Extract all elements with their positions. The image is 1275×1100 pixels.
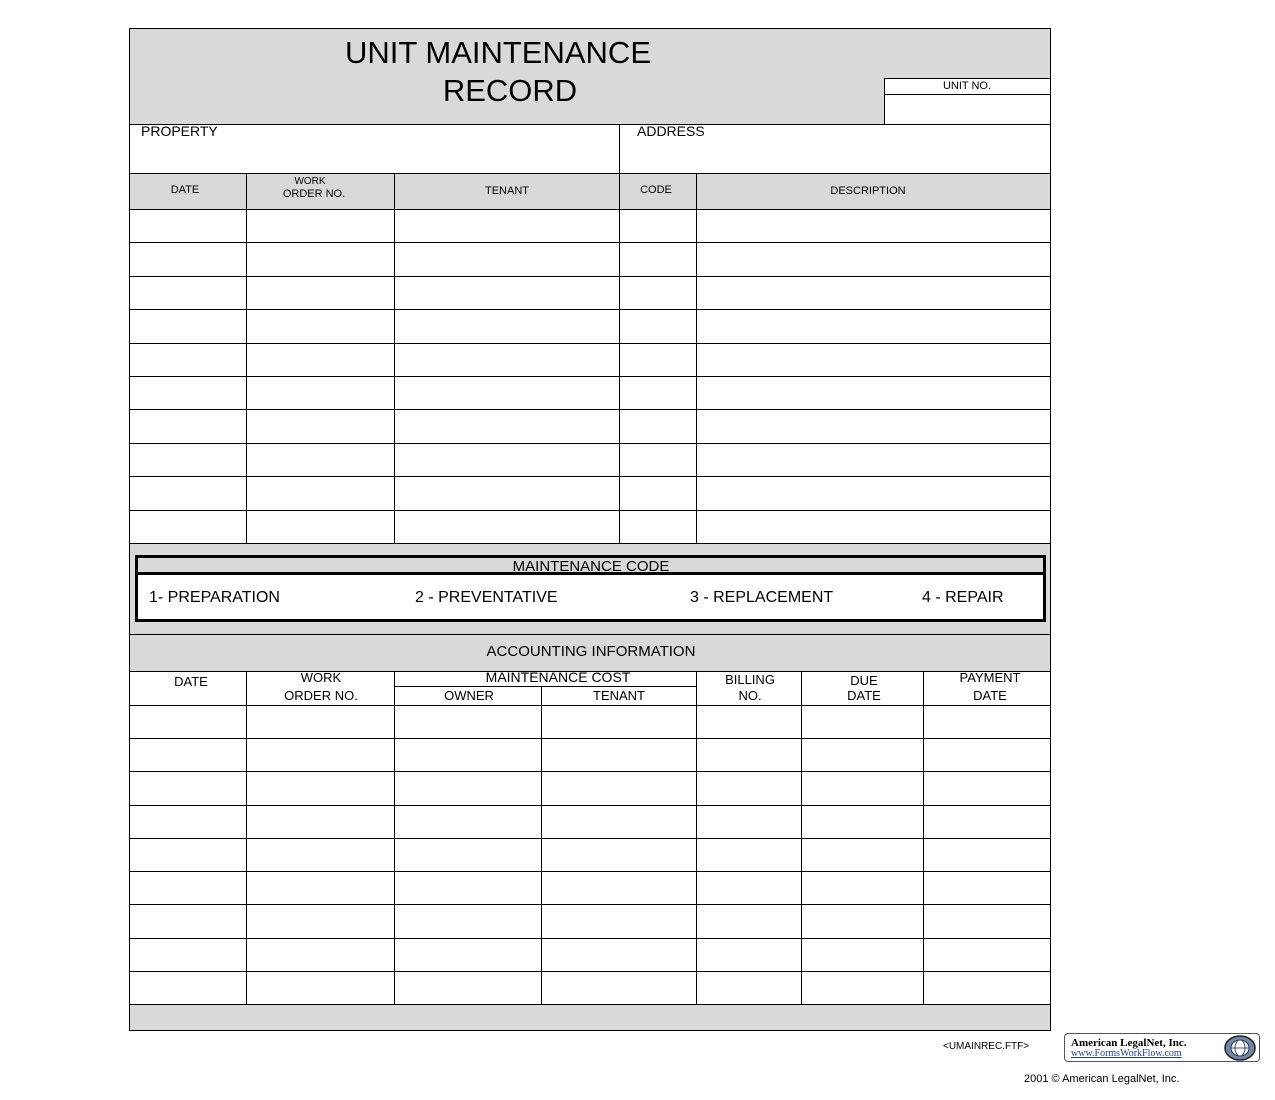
- record-cell[interactable]: [396, 478, 617, 507]
- accounting-cell[interactable]: [248, 807, 392, 836]
- accounting-cell[interactable]: [131, 873, 244, 902]
- record-cell[interactable]: [131, 278, 244, 307]
- record-row-line: [129, 242, 1051, 243]
- accounting-cell[interactable]: [925, 773, 1049, 802]
- maintenance-code-4: 4 - REPAIR: [922, 589, 1004, 606]
- records-header-code: CODE: [640, 184, 672, 196]
- maintenance-code-1: 1- PREPARATION: [149, 589, 280, 606]
- title-bottom-line: [129, 124, 1051, 125]
- accounting-cell[interactable]: [131, 940, 244, 969]
- property-field[interactable]: [131, 140, 617, 172]
- accounting-cell[interactable]: [698, 840, 799, 869]
- accounting-bottom-line: [129, 1004, 1051, 1005]
- accounting-cell[interactable]: [543, 707, 694, 736]
- accounting-header-order-no: ORDER NO.: [284, 688, 358, 703]
- record-cell[interactable]: [248, 211, 392, 240]
- record-cell[interactable]: [248, 244, 392, 273]
- records-header-work: WORK: [294, 176, 326, 187]
- unit-no-label-line: [884, 94, 1051, 95]
- record-row-line: [129, 476, 1051, 477]
- accounting-header-payment: PAYMENT: [959, 670, 1021, 685]
- accounting-cell[interactable]: [698, 873, 799, 902]
- property-label: PROPERTY: [141, 123, 218, 139]
- record-cell[interactable]: [621, 478, 694, 507]
- accounting-header-bottom-line: [129, 705, 1051, 706]
- record-cell[interactable]: [621, 345, 694, 374]
- accounting-cell[interactable]: [543, 873, 694, 902]
- accounting-cell[interactable]: [396, 707, 539, 736]
- globe-icon: [1223, 1035, 1257, 1061]
- record-column-line: [619, 174, 620, 543]
- accounting-cell[interactable]: [396, 840, 539, 869]
- record-column-line: [246, 174, 247, 543]
- accounting-cell[interactable]: [131, 707, 244, 736]
- accounting-header-date: DATE: [174, 674, 208, 689]
- accounting-header-due: DUE: [850, 673, 878, 688]
- record-cell[interactable]: [621, 512, 694, 541]
- record-row-line: [129, 443, 1051, 444]
- record-cell[interactable]: [248, 345, 392, 374]
- record-column-line: [394, 174, 395, 543]
- accounting-header-column-line: [923, 671, 924, 705]
- record-cell[interactable]: [396, 512, 617, 541]
- accounting-cell[interactable]: [396, 940, 539, 969]
- record-cell[interactable]: [621, 278, 694, 307]
- records-header-order-no: ORDER NO.: [282, 188, 346, 200]
- record-cell[interactable]: [396, 278, 617, 307]
- accounting-header-column-line: [394, 671, 395, 705]
- accounting-cell[interactable]: [925, 840, 1049, 869]
- accounting-cell[interactable]: [925, 973, 1049, 1002]
- accounting-title-top-line: [129, 634, 1051, 635]
- record-cell[interactable]: [698, 311, 1049, 340]
- accounting-cell[interactable]: [543, 740, 694, 769]
- accounting-header-column-line: [246, 671, 247, 705]
- logo-company-name: American LegalNet, Inc.: [1071, 1037, 1187, 1049]
- accounting-header-due-date: DATE: [847, 688, 881, 703]
- accounting-header-work: WORK: [300, 670, 342, 685]
- record-row-line: [129, 343, 1051, 344]
- form-title-line1: UNIT MAINTENANCE: [344, 35, 652, 70]
- record-cell[interactable]: [131, 445, 244, 474]
- accounting-cell[interactable]: [803, 740, 921, 769]
- accounting-header-payment-date: DATE: [973, 688, 1007, 703]
- record-cell[interactable]: [131, 478, 244, 507]
- accounting-title: ACCOUNTING INFORMATION: [486, 643, 696, 660]
- accounting-column-line: [696, 705, 697, 1004]
- accounting-cell[interactable]: [543, 973, 694, 1002]
- accounting-cell[interactable]: [803, 707, 921, 736]
- records-header-tenant: TENANT: [485, 185, 529, 197]
- accounting-cell[interactable]: [543, 940, 694, 969]
- accounting-cell[interactable]: [248, 840, 392, 869]
- accounting-cell[interactable]: [396, 807, 539, 836]
- record-cell[interactable]: [396, 311, 617, 340]
- record-row-line: [129, 276, 1051, 277]
- record-cell[interactable]: [621, 411, 694, 440]
- accounting-row-line: [129, 938, 1051, 939]
- record-cell[interactable]: [621, 445, 694, 474]
- accounting-cell[interactable]: [925, 740, 1049, 769]
- record-cell[interactable]: [698, 244, 1049, 273]
- accounting-header-billing-no: NO.: [738, 688, 762, 703]
- record-cell[interactable]: [698, 378, 1049, 407]
- record-cell[interactable]: [621, 311, 694, 340]
- accounting-cell[interactable]: [803, 840, 921, 869]
- publisher-logo[interactable]: [1064, 1033, 1260, 1062]
- records-header-bottom-line: [129, 209, 1051, 210]
- accounting-header-column-line: [801, 671, 802, 705]
- accounting-cell[interactable]: [803, 773, 921, 802]
- accounting-cell[interactable]: [803, 973, 921, 1002]
- accounting-column-line: [246, 705, 247, 1004]
- record-cell[interactable]: [396, 378, 617, 407]
- record-cell[interactable]: [131, 411, 244, 440]
- copyright: 2001 © American LegalNet, Inc.: [1024, 1073, 1180, 1085]
- record-cell[interactable]: [131, 311, 244, 340]
- record-cell[interactable]: [698, 411, 1049, 440]
- record-column-line: [696, 174, 697, 543]
- accounting-cell[interactable]: [925, 873, 1049, 902]
- accounting-cell[interactable]: [925, 807, 1049, 836]
- accounting-row-line: [129, 871, 1051, 872]
- accounting-cell[interactable]: [803, 906, 921, 935]
- accounting-cell[interactable]: [131, 807, 244, 836]
- accounting-cell[interactable]: [248, 707, 392, 736]
- record-cell[interactable]: [248, 311, 392, 340]
- accounting-column-line: [923, 705, 924, 1004]
- accounting-row-line: [129, 904, 1051, 905]
- record-cell[interactable]: [396, 211, 617, 240]
- accounting-cell[interactable]: [925, 707, 1049, 736]
- accounting-header-column-line: [696, 671, 697, 705]
- accounting-cell[interactable]: [698, 906, 799, 935]
- record-cell[interactable]: [621, 211, 694, 240]
- accounting-row-line: [129, 805, 1051, 806]
- accounting-cell[interactable]: [248, 973, 392, 1002]
- records-bottom-line: [129, 543, 1051, 544]
- record-row-line: [129, 409, 1051, 410]
- accounting-cell[interactable]: [925, 906, 1049, 935]
- record-cell[interactable]: [131, 211, 244, 240]
- record-cell[interactable]: [698, 278, 1049, 307]
- accounting-header-column-line: [541, 686, 542, 705]
- accounting-cell[interactable]: [396, 873, 539, 902]
- logo-url[interactable]: www.FormsWorkFlow.com: [1071, 1048, 1182, 1059]
- accounting-column-line: [541, 705, 542, 1004]
- accounting-row-line: [129, 738, 1051, 739]
- accounting-cell[interactable]: [396, 906, 539, 935]
- record-cell[interactable]: [698, 512, 1049, 541]
- accounting-cell[interactable]: [248, 906, 392, 935]
- record-cell[interactable]: [396, 244, 617, 273]
- accounting-cell[interactable]: [698, 773, 799, 802]
- accounting-cell[interactable]: [396, 740, 539, 769]
- maintenance-code-3: 3 - REPLACEMENT: [690, 589, 834, 606]
- record-cell[interactable]: [698, 211, 1049, 240]
- address-label: ADDRESS: [637, 123, 705, 139]
- accounting-cell[interactable]: [248, 773, 392, 802]
- accounting-row-line: [129, 771, 1051, 772]
- accounting-column-line: [394, 705, 395, 1004]
- address-field[interactable]: [621, 140, 1049, 172]
- accounting-cell[interactable]: [698, 940, 799, 969]
- accounting-cell[interactable]: [698, 973, 799, 1002]
- accounting-cell[interactable]: [698, 740, 799, 769]
- accounting-cell[interactable]: [803, 940, 921, 969]
- accounting-cell[interactable]: [131, 840, 244, 869]
- record-cell[interactable]: [248, 445, 392, 474]
- record-cell[interactable]: [131, 345, 244, 374]
- record-cell[interactable]: [248, 278, 392, 307]
- maintenance-cost-line: [395, 686, 696, 687]
- record-cell[interactable]: [131, 244, 244, 273]
- accounting-cell[interactable]: [543, 906, 694, 935]
- accounting-cell[interactable]: [698, 807, 799, 836]
- accounting-row-line: [129, 971, 1051, 972]
- record-row-line: [129, 376, 1051, 377]
- maintenance-code-2: 2 - PREVENTATIVE: [415, 589, 558, 606]
- accounting-column-line: [801, 705, 802, 1004]
- record-cell[interactable]: [698, 445, 1049, 474]
- accounting-cell[interactable]: [698, 707, 799, 736]
- accounting-header-billing: BILLING: [725, 672, 775, 687]
- unit-no-field[interactable]: [886, 96, 1049, 123]
- accounting-cell[interactable]: [925, 940, 1049, 969]
- accounting-cell[interactable]: [543, 840, 694, 869]
- record-cell[interactable]: [131, 512, 244, 541]
- accounting-cell[interactable]: [248, 940, 392, 969]
- record-cell[interactable]: [396, 411, 617, 440]
- record-row-line: [129, 510, 1051, 511]
- accounting-cell[interactable]: [131, 740, 244, 769]
- accounting-cell[interactable]: [131, 906, 244, 935]
- accounting-cell[interactable]: [543, 773, 694, 802]
- records-header-description: DESCRIPTION: [830, 185, 906, 197]
- accounting-cell[interactable]: [543, 807, 694, 836]
- unit-no-top-line: [884, 78, 1051, 79]
- accounting-cell[interactable]: [803, 873, 921, 902]
- accounting-row-line: [129, 838, 1051, 839]
- record-cell[interactable]: [698, 478, 1049, 507]
- record-cell[interactable]: [396, 445, 617, 474]
- record-cell[interactable]: [396, 345, 617, 374]
- accounting-cell[interactable]: [248, 740, 392, 769]
- property-bottom-line: [129, 173, 1051, 174]
- form-title-line2: RECORD: [442, 73, 578, 108]
- record-cell[interactable]: [248, 378, 392, 407]
- record-cell[interactable]: [621, 244, 694, 273]
- form-code: <UMAINREC.FTF>: [943, 1041, 1030, 1052]
- records-header-date: DATE: [170, 184, 200, 196]
- unit-no-label: UNIT NO.: [942, 80, 992, 92]
- record-cell[interactable]: [621, 378, 694, 407]
- record-cell[interactable]: [698, 345, 1049, 374]
- record-cell[interactable]: [248, 478, 392, 507]
- record-cell[interactable]: [248, 512, 392, 541]
- accounting-cell[interactable]: [131, 773, 244, 802]
- property-divider: [619, 124, 620, 174]
- accounting-header-maintenance-cost: MAINTENANCE COST: [485, 669, 631, 685]
- accounting-cell[interactable]: [248, 873, 392, 902]
- record-cell[interactable]: [131, 378, 244, 407]
- record-cell[interactable]: [248, 411, 392, 440]
- accounting-header-tenant: TENANT: [593, 688, 645, 703]
- accounting-cell[interactable]: [131, 973, 244, 1002]
- accounting-cell[interactable]: [396, 773, 539, 802]
- accounting-cell[interactable]: [803, 807, 921, 836]
- maintenance-code-title: MAINTENANCE CODE: [512, 558, 670, 575]
- accounting-header-owner: OWNER: [444, 688, 494, 703]
- record-row-line: [129, 309, 1051, 310]
- unit-no-left-line: [884, 78, 885, 125]
- accounting-cell[interactable]: [396, 973, 539, 1002]
